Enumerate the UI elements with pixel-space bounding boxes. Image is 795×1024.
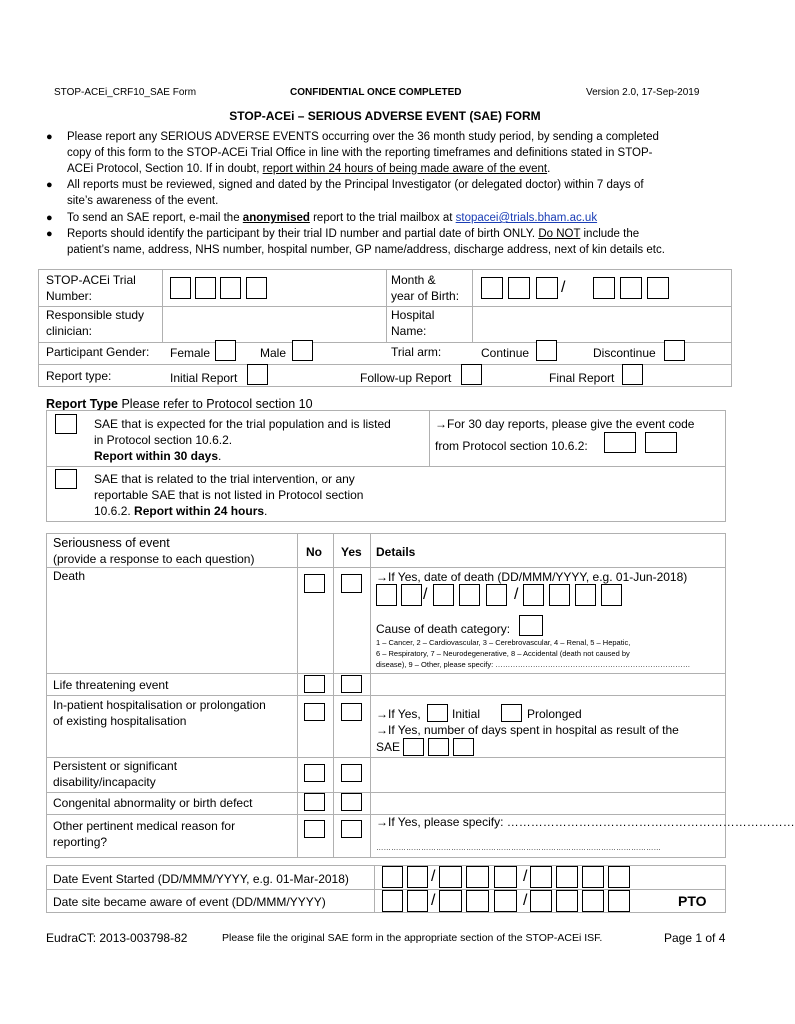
started-year-box-2[interactable] [556,866,578,888]
form-title: STOP-ACEi – SERIOUS ADVERSE EVENT (SAE) FORM [229,109,541,123]
female-checkbox[interactable] [215,340,236,361]
started-slash-2: / [523,868,528,885]
aware-day-box-2[interactable] [407,890,428,912]
aware-year-box-3[interactable] [582,890,604,912]
instruction-1c: ACEi Protocol, Section 10. If in doubt, report within 24 hours of being made aware of the event. [67,163,551,175]
event-code-box-2[interactable] [645,432,677,453]
death-year-box-3[interactable] [575,584,596,606]
aware-day-box-1[interactable] [382,890,403,912]
hospital-days-sae: SAE [376,740,401,754]
birth-month-box-2[interactable] [508,277,530,299]
disability-yes-checkbox[interactable] [341,764,362,782]
aware-month-box-3[interactable] [494,890,517,912]
instruction-3: To send an SAE report, e-mail the anonymised report to the trial mailbox at stopacei@trials.bham.ac.uk [67,212,598,224]
file-note: Please file the original SAE form in the appropriate section of the STOP-ACEi ISF. [222,932,603,944]
trial-number-box-3[interactable] [220,277,241,299]
death-year-box-1[interactable] [523,584,544,606]
hospital-label: Hospital Name: [391,308,435,338]
cause-list-2: 6 – Respiratory, 7 – Neurodegenerative, 8 – Accidental (death not caused by [376,649,630,658]
congenital-yes-checkbox[interactable] [341,793,362,811]
date-aware-label: Date site became aware of event (DD/MMM/YYYY) [53,895,326,909]
birth-year-box-2[interactable] [620,277,642,299]
started-day-box-2[interactable] [407,866,428,888]
congenital-no-checkbox[interactable] [304,793,325,811]
trial-number-label: STOP-ACEi Trial Number: [46,273,136,303]
aware-year-box-1[interactable] [530,890,552,912]
started-month-box-3[interactable] [494,866,517,888]
hospital-days-instruction: →If Yes, number of days spent in hospital as result of the [376,723,679,737]
page-number: Page 1 of 4 [664,931,726,945]
death-month-box-1[interactable] [433,584,454,606]
death-month-box-3[interactable] [486,584,507,606]
male-label: Male [260,346,287,360]
expected-sae-checkbox[interactable] [55,414,77,434]
expected-sae-text: SAE that is expected for the trial population and is listed in Protocol section 10.6.2. Report within 30 days. [94,417,391,463]
version-label: Version 2.0, 17-Sep-2019 [586,87,700,98]
seriousness-heading: Seriousness of event [53,536,170,550]
death-slash-2: / [514,586,519,603]
date-started-label: Date Event Started (DD/MMM/YYYY, e.g. 01-Mar-2018) [53,872,349,886]
month-year-label: Month & year of Birth: [391,273,460,303]
event-code-instruction: →For 30 day reports, please give the event code [435,417,695,431]
followup-report-checkbox[interactable] [461,364,482,385]
hospitalisation-yes-checkbox[interactable] [341,703,362,721]
life-threatening-label: Life threatening event [53,678,169,692]
continue-checkbox[interactable] [536,340,557,361]
trial-number-box-1[interactable] [170,277,191,299]
clinician-label: Responsible study clinician: [46,308,145,338]
event-code-label: from Protocol section 10.6.2: [435,439,588,453]
started-day-box-1[interactable] [382,866,403,888]
cause-of-death-box[interactable] [519,615,543,636]
final-report-label: Final Report [549,371,615,385]
other-reason-no-checkbox[interactable] [304,820,325,838]
aware-month-box-2[interactable] [466,890,489,912]
congenital-label: Congenital abnormality or birth defect [53,796,253,810]
other-reason-yes-checkbox[interactable] [341,820,362,838]
continue-label: Continue [481,346,530,360]
hospitalisation-prolonged-checkbox[interactable] [501,704,522,722]
aware-slash-2: / [523,892,528,909]
instruction-2b: site’s awareness of the event. [67,195,219,207]
hospitalisation-initial-checkbox[interactable] [427,704,448,722]
instruction-1b: copy of this form to the STOP-ACEi Trial Office in line with the reporting timeframes and definitions stated in STOP- [67,147,653,159]
confidential-label: CONFIDENTIAL ONCE COMPLETED [290,87,462,98]
started-year-box-4[interactable] [608,866,630,888]
other-reason-dots: …………………………………………………………………………………………………… [376,843,661,852]
cause-list-3: disease), 9 – Other, please specify: …………………………………………………………………… [376,660,691,669]
no-column-header: No [306,545,322,559]
instruction-2a: All reports must be reviewed, signed and dated by the Principal Investigator (or delegated doctor) within 7 days of [67,179,644,191]
started-slash-1: / [431,868,436,885]
death-day-box-1[interactable] [376,584,397,606]
death-year-box-2[interactable] [549,584,570,606]
life-threatening-no-checkbox[interactable] [304,675,325,693]
death-label: Death [53,569,86,583]
trial-number-box-4[interactable] [246,277,267,299]
trial-arm-label: Trial arm: [391,345,442,359]
hospitalisation-if-yes: →If Yes, [376,707,421,721]
death-date-instruction: →If Yes, date of death (DD/MMM/YYYY, e.g. 01-Jun-2018) [376,570,688,584]
birth-year-box-3[interactable] [647,277,669,299]
instructions: ● Please report any SERIOUS ADVERSE EVENTS occurring over the 36 month study period, by sending a completed copy of this form to the STOP-ACEi Trial Office in line with the reporting timeframes and definitions stated in STOP- ACEi Protocol, Section 10. If in doubt, report within 24 hours of being made aware of the event. ● All reports must be reviewed, signed and dated by the Principal Investigator (or delegated doctor) within 7 days of site’s awareness of the event. ● To send an SAE report, e-mail the anonymised report to the trial mailbox at stopacei@trials.bham.ac.uk ● Reports should identify the participant by their trial ID number and partial date of birth ONLY. Do NOT include the patient’s name, address, NHS number, hospital number, GP name/address, discharge address, next of kin details etc. [0,129,770,259]
hospital-days-box-2[interactable] [428,738,449,756]
aware-month-box-1[interactable] [439,890,462,912]
female-label: Female [170,346,211,360]
started-year-box-1[interactable] [530,866,552,888]
report-type-heading: Report Type Please refer to Protocol section 10 [46,397,313,411]
final-report-checkbox[interactable] [622,364,643,385]
birth-month-box-1[interactable] [481,277,503,299]
trial-number-box-2[interactable] [195,277,216,299]
instruction-1a: Please report any SERIOUS ADVERSE EVENTS occurring over the 36 month study period, by sending a completed [67,131,659,143]
report-type-label: Report type: [46,369,112,383]
related-sae-checkbox[interactable] [55,469,77,489]
life-threatening-yes-checkbox[interactable] [341,675,362,693]
death-year-box-4[interactable] [601,584,622,606]
instruction-4a: Reports should identify the participant by their trial ID number and partial date of birth ONLY. Do NOT include the [67,228,640,240]
death-day-box-2[interactable] [401,584,422,606]
clinician-field[interactable] [163,307,385,342]
pto-label: PTO [678,893,707,909]
death-month-box-2[interactable] [459,584,480,606]
hospital-days-box-1[interactable] [403,738,424,756]
started-year-box-3[interactable] [582,866,604,888]
birth-slash: / [561,279,566,296]
followup-report-label: Follow-up Report [360,371,452,385]
event-code-box-1[interactable] [604,432,636,453]
hospitalisation-initial-label: Initial [452,707,481,721]
disability-label: Persistent or significant disability/incapacity [53,759,178,789]
form-id: STOP-ACEi_CRF10_SAE Form [54,87,197,98]
hospital-field[interactable] [473,307,731,342]
started-month-box-1[interactable] [439,866,462,888]
email-link[interactable]: stopacei@trials.bham.ac.uk [455,212,598,224]
cause-of-death-label: Cause of death category: [376,622,511,636]
other-reason-label: Other pertinent medical reason for reporting? [53,819,236,849]
initial-report-label: Initial Report [170,371,238,385]
birth-year-box-1[interactable] [593,277,615,299]
death-slash-1: / [423,586,428,603]
initial-report-checkbox[interactable] [247,364,268,385]
related-sae-text: SAE that is related to the trial intervention, or any reportable SAE that is not listed in Protocol section 10.6.2. Report within 24 hours. [94,472,364,518]
instruction-4b: patient’s name, address, NHS number, hospital number, GP name/address, discharge address, next of kin details etc. [67,244,665,256]
aware-year-box-4[interactable] [608,890,630,912]
aware-slash-1: / [431,892,436,909]
birth-month-box-3[interactable] [536,277,558,299]
hospital-days-box-3[interactable] [453,738,474,756]
yes-column-header: Yes [341,545,362,559]
death-yes-checkbox[interactable] [341,574,362,593]
started-month-box-2[interactable] [466,866,489,888]
eudract-number: EudraCT: 2013-003798-82 [46,931,188,945]
discontinue-label: Discontinue [593,346,656,360]
disability-no-checkbox[interactable] [304,764,325,782]
male-checkbox[interactable] [292,340,313,361]
aware-year-box-2[interactable] [556,890,578,912]
gender-label: Participant Gender: [46,345,150,359]
discontinue-checkbox[interactable] [664,340,685,361]
other-reason-specify: →If Yes, please specify: ……………………………………………………………… [376,815,795,829]
details-column-header: Details [376,545,416,559]
hospitalisation-label: In-patient hospitalisation or prolongation of existing hospitalisation [53,698,266,728]
seriousness-subheading: (provide a response to each question) [53,552,255,566]
hospitalisation-no-checkbox[interactable] [304,703,325,721]
hospitalisation-prolonged-label: Prolonged [527,707,582,721]
death-no-checkbox[interactable] [304,574,325,593]
cause-list-1: 1 – Cancer, 2 – Cardiovascular, 3 – Cerebrovascular, 4 – Renal, 5 – Hepatic, [376,638,631,647]
